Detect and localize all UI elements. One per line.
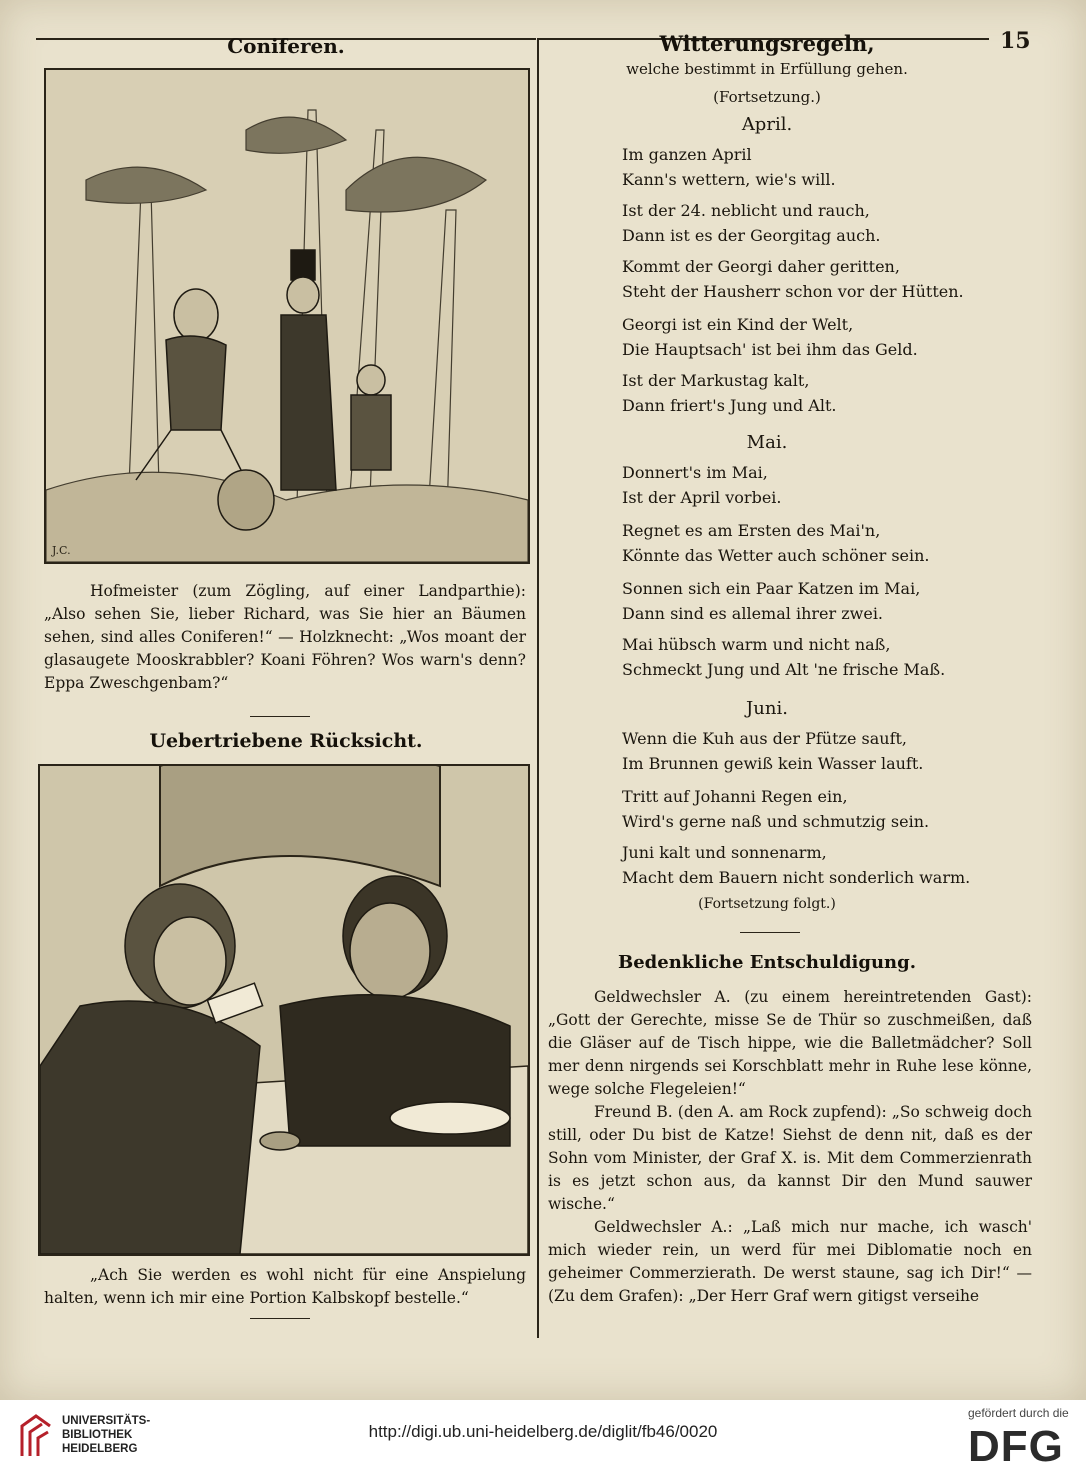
footer-bar (0, 1400, 1086, 1474)
separator-rule-1 (250, 716, 310, 717)
verse-juni-1 (622, 726, 923, 776)
verse-line: Schmeckt Jung und Alt 'ne frische Maß. (622, 660, 946, 679)
verse-april-4 (622, 312, 918, 362)
illustration-signature: J.C. (52, 544, 71, 557)
verse-mai-2 (622, 518, 930, 568)
verse-line: Tritt auf Johanni Regen ein, (622, 787, 848, 806)
verse-line: Sonnen sich ein Paar Katzen im Mai, (622, 579, 921, 598)
separator-rule-2 (250, 1318, 310, 1319)
verse-april-1 (622, 142, 836, 192)
verse-juni-2 (622, 784, 929, 834)
page-number: 15 (1000, 28, 1031, 54)
verse-line: Ist der Markustag kalt, (622, 371, 810, 390)
university-line: UNIVERSITÄTS- (62, 1415, 151, 1427)
to-be-continued: (Fortsetzung folgt.) (698, 896, 836, 912)
caption-coniferen-text: Hofmeister (zum Zögling, auf einer Landparthie): „Also sehen Sie, lieber Richard, was Sie hier an Bäumen sehen, sind alles Coniferen!“ — Holzknecht: „Wos moant der glasaugete Mooskrabbler? Koani Föhren? Wos warn's denn? Eppa Zweschgenbam?“ (44, 582, 526, 692)
verse-line: Die Hauptsach' ist bei ihm das Geld. (622, 340, 918, 359)
caption-ruecksicht-text: „Ach Sie werden es wohl nicht für eine Anspielung halten, wenn ich mir eine Portion Kalbskopf bestelle.“ (44, 1266, 526, 1307)
verse-line: Im Brunnen gewiß kein Wasser lauft. (622, 754, 924, 773)
verse-line: Kommt der Georgi daher geritten, (622, 257, 900, 276)
verse-mai-4 (622, 632, 945, 682)
verse-line: Wenn die Kuh aus der Pfütze sauft, (622, 729, 907, 748)
continued-note: (Fortsetzung.) (713, 88, 821, 106)
verse-line: Dann ist es der Georgitag auch. (622, 226, 881, 245)
illustration-dining-scene (38, 764, 530, 1256)
verse-line: Donnert's im Mai, (622, 463, 768, 482)
verse-line: Ist der 24. neblicht und rauch, (622, 201, 870, 220)
verse-line: Wird's gerne naß und schmutzig sein. (622, 812, 930, 831)
separator-rule-3 (740, 932, 800, 933)
article-title-coniferen: Coniferen. (227, 34, 345, 58)
verse-april-2 (622, 198, 881, 248)
university-line: BIBLIOTHEK (62, 1429, 133, 1441)
verse-line: Macht dem Bauern nicht sonderlich warm. (622, 868, 971, 887)
column-divider (537, 38, 539, 1338)
paragraph-2: Freund B. (den A. am Rock zupfend): „So schweig doch still, oder Du bist de Katze! Siehst de denn nit, daß es der Sohn vom Minister, der Graf X. is. Mit dem Commerzienrath is es jetzt schon aus, da kannst Dir den Mund sauwer wische.“ (548, 1103, 1032, 1213)
heading-april: April. (741, 114, 793, 135)
article-entschuldigung-body (548, 986, 1032, 1308)
verse-line: Georgi ist ein Kind der Welt, (622, 315, 854, 334)
verse-april-3 (622, 254, 964, 304)
illustration-forest-scene (44, 68, 530, 564)
university-line: HEIDELBERG (62, 1443, 138, 1455)
caption-ruecksicht (44, 1264, 526, 1310)
verse-line: Regnet es am Ersten des Mai'n, (622, 521, 881, 540)
heading-mai: Mai. (746, 432, 788, 453)
verse-line: Im ganzen April (622, 145, 752, 164)
dfg-logo: DFG (968, 1422, 1064, 1471)
verse-line: Dann sind es allemal ihrer zwei. (622, 604, 884, 623)
verse-line: Dann friert's Jung und Alt. (622, 396, 837, 415)
verse-juni-3 (622, 840, 970, 890)
paragraph-3: Geldwechsler A.: „Laß mich nur mache, ich wasch' mich wieder rein, un werd für mei Diblomatie noch en geheimer Commerzierath. De werst staune, sag ich Dir!“ — (Zu dem Grafen): „Der Herr Graf wern gitigst verseihe (548, 1218, 1032, 1305)
funded-by-label: gefördert durch die (968, 1406, 1069, 1420)
article-subtitle: welche bestimmt in Erfüllung gehen. (626, 60, 908, 78)
source-url-link[interactable]: http://digi.ub.uni-heidelberg.de/diglit/fb46/0020 (368, 1422, 718, 1441)
verse-april-5 (622, 368, 836, 418)
verse-mai-3 (622, 576, 920, 626)
article-title-witterungsregeln: Witterungsregeln, (659, 31, 875, 56)
verse-line: Mai hübsch warm und nicht naß, (622, 635, 891, 654)
article-title-entschuldigung: Bedenkliche Entschuldigung. (618, 952, 916, 973)
verse-line: Ist der April vorbei. (622, 488, 782, 507)
verse-line: Könnte das Wetter auch schöner sein. (622, 546, 930, 565)
paragraph-1: Geldwechsler A. (zu einem hereintretenden Gast): „Gott der Gerechte, misse Se de Thür so zuschmeißen, daß die Gläser auf de Tisch hippe, wie die Balletmädcher? Soll mer denn nirgends sei Korschblatt mehr in Ruhe lese könne, wege solche Flegeleien!“ (548, 988, 1032, 1098)
caption-coniferen (44, 580, 526, 695)
heading-juni: Juni. (746, 698, 788, 719)
verse-mai-1 (622, 460, 782, 510)
article-title-ruecksicht: Uebertriebene Rücksicht. (149, 730, 423, 752)
verse-line: Steht der Hausherr schon vor der Hütten. (622, 282, 964, 301)
verse-line: Juni kalt und sonnenarm, (622, 843, 827, 862)
verse-line: Kann's wettern, wie's will. (622, 170, 836, 189)
